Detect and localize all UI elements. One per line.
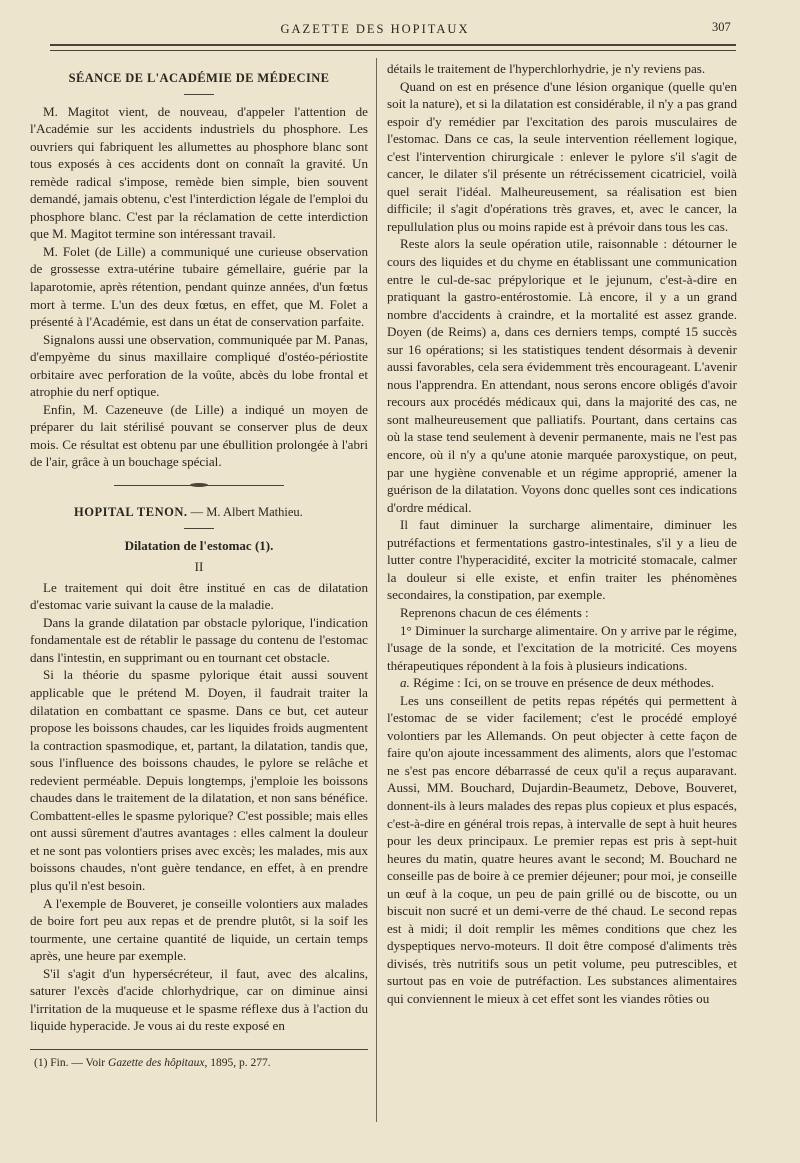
heading-rule	[184, 528, 214, 529]
regime-paragraph	[387, 674, 737, 692]
header-rule-thin	[50, 50, 736, 51]
academy-section-heading: SÉANCE DE L'ACADÉMIE DE MÉDECINE	[68, 71, 330, 85]
article-title: Dilatation de l'estomac (1).	[124, 537, 274, 553]
footnote-rule	[30, 1049, 368, 1050]
page-number: 307	[712, 20, 731, 34]
continued-paragraph: détails le traitement de l'hyperchlorhydrie, je n'y reviens pas.	[387, 61, 706, 76]
article-paragraph: 1° Diminuer la surcharge alimentaire. On y arrive par le régime, l'usage de la sonde, et l'excitation de la motricité. Ces moyens thérapeutiques répondent à la fois à plusieurs indications.	[387, 622, 737, 673]
section-ornament	[114, 481, 284, 490]
hospital-name: HOPITAL TENON.	[74, 505, 188, 520]
footnote-source: Gazette des hôpitaux	[108, 1056, 205, 1069]
article-paragraph: S'il s'agit d'un hypersécréteur, il faut, avec des alcalins, saturer l'excès d'acide chlorhydrique, car on diminue ainsi l'irritation de la muqueuse et le spasme réflexe dus à l'action du liquide hyperacide. Je vous ai du reste exposé en	[30, 965, 368, 1034]
left-column	[30, 60, 368, 1071]
article-paragraph: Quand on est en présence d'une lésion organique (quelle qu'en soit la nature), et si la dilatation est considérable, il n'y a pas grand espoir d'y remédier par l'excitation des parois musculaires de l'estomac. Dans ce cas, la seule intervention réellement logique, c'est l'intervention chirurgicale : enlever le pylore s'il s'agit de cancer, le dilater s'il présente un rétrécissement cicatriciel, voilà quel serait l'idéal. Malheureusement, sa réalisation est bien difficile; il s'agit d'opérations très graves, et, avec le cancer, la repullulation plus ou moins rapide est à prévoir dans tous les cas.	[387, 78, 737, 234]
hospital-author: — M. Albert Mathieu.	[190, 505, 303, 520]
part-numeral: II	[194, 559, 204, 575]
hospital-heading	[30, 504, 368, 522]
footnote-suffix: , 1895, p. 277.	[204, 1056, 271, 1069]
article-paragraph: Il faut diminuer la surcharge alimentaire, diminuer les putréfactions et fermentations gastro-intestinales, s'il y a lieu de lutter contre l'hyperacidité, exciter la motricité stomacale, calmer la douleur si elle existe, et enfin traiter les phénomènes secondaires, la constipation, par exemple.	[387, 517, 737, 603]
running-head: GAZETTE DES HOPITAUX	[280, 22, 470, 36]
article-paragraph: Reste alors la seule opération utile, raisonnable : détourner le cours des liquides et du chyme en établissant une communication entre le cul-de-sac prépylorique et le jejunum, c'est-à-dire en pratiquant la gastro-entérostomie. Là encore, il y a un grand nombre d'accidents à craindre, et la mortalité est assez grande. Doyen (de Reims) a, dans ces derniers temps, compté 15 succès sur 16 opérations; si les statistiques tendent désormais à devenir aussi favorables, cela sera évidemment très encourageant. L'avenir nous l'apprendra. En attendant, nous serons encore obligés d'avoir recours aux procédés médicaux qui, dans la majorité des cas, ne sont malheureusement que palliatifs. Pourtant, dans certains cas où la stase tend seulement à devenir permanente, mais ne l'est pas encore, où il n'y a qu'une atonie marquée paroxystique, on peut, par une hygiène convenable et un régime approprié, amener la guérison de la dilatation. Voyons donc quelles sont ces indications d'ordre médical.	[387, 236, 737, 515]
footnote	[30, 1056, 368, 1071]
article-paragraph: Le traitement qui doit être institué en cas de dilatation d'estomac varie suivant la cause de la maladie.	[30, 579, 368, 613]
academy-paragraph: M. Folet (de Lille) a communiqué une curieuse observation de grossesse extra-utérine tubaire gémellaire, guérie par la laparotomie, après rétention, pendant quinze années, d'un fœtus mort à terme. L'un des deux fœtus, en effet, que M. Folet a présenté à l'Académie, est dans un état de conservation parfaite.	[30, 243, 368, 330]
article-paragraph: A l'exemple de Bouveret, je conseille volontiers aux malades de boire fort peu aux repas et de prendre plutôt, si la soif les tourmente, une certaine quantité de liquide, un certain temps après, une heure par exemple.	[30, 895, 368, 964]
right-column	[387, 60, 737, 1008]
article-paragraph: Dans la grande dilatation par obstacle pylorique, l'indication fondamentale est de rétablir le passage du contenu de l'estomac dans l'intestin, en supprimant ou en tournant cet obstacle.	[30, 614, 368, 665]
article-paragraph: Si la théorie du spasme pylorique était aussi souvent applicable que le prétend M. Doyen, il faudrait traiter la dilatation en combattant ce spasme. Dans ce but, cet auteur propose les boissons chaudes, car les liquides froids augmentent la contraction spasmodique, et, partant, la dilatation, tandis que, sous l'influence des boissons chaudes, le pylore se relâche et redevient perméable. Depuis longtemps, j'emploie les boissons chaudes dans le traitement de la dilatation, et non sans bénéfice. Combattent-elles le spasme pylorique? C'est possible; mais elles ont aussi sûrement d'autres avantages : elles calment la douleur et ne sont pas volontiers prises avec excès; les malades, mis aux boissons chaudes, n'ont guère tendance, en effet, à en prendre plus qu'il n'est besoin.	[30, 667, 368, 893]
footnote-prefix: (1) Fin. — Voir	[34, 1056, 106, 1069]
academy-paragraph: Signalons aussi une observation, communiquée par M. Panas, d'empyème du sinus maxillaire compliqué d'ostéo-périostite orbitaire avec perforation de la voûte, abcès du lobe frontal et atrophie du nerf optique.	[30, 331, 368, 400]
regime-label: a.	[400, 675, 410, 691]
academy-paragraph: Enfin, M. Cazeneuve (de Lille) a indiqué un moyen de préparer du lait stérilisé pouvant se conserver plus de deux mois. Ce résultat est obtenu par une ébullition prolongée à l'abri de l'air, grâce à un bouchage spécial.	[30, 401, 368, 470]
article-paragraph: Les uns conseillent de petits repas répétés qui permettent à l'estomac de se vider facilement; c'est le procédé employé volontiers par les Allemands. On peut objecter à cette façon de faire qu'on ajoute incessamment des aliments, alors que l'estomac ne s'est pas encore débarrassé de ceux qu'il a reçus auparavant. Aussi, MM. Bouchard, Dujardin-Beaumetz, Debove, Bouveret, donnent-ils à leurs malades des repas plus copieux et plus espacés, c'est-à-dire en général trois repas, à intervalle de sept à huit heures pour les deux principaux. Le premier repas est pris à sept-huit heures du matin, quatre heures avant le second; M. Bouchard ne conseille pas de boire à ce premier déjeuner; pour moi, je conseille un œuf à la coque, un peu de pain grillé ou de biscotte, ou un biscuit non sucré et un demi-verre de thé chaud. Le second repas est à midi; il doit remplir les mêmes conditions que chez les dyspeptiques nervo-moteurs. Il doit être composé d'aliments très divisés, très nutritifs sous un petit volume, peu putrescibles, et surtout pas en voie de putréfaction. Les substances alimentaires qui conviennent le mieux à cet effet sont les viandes rôties ou	[387, 692, 737, 1006]
article-paragraph: Reprenons chacun de ces éléments :	[400, 604, 589, 620]
header-rule-thick	[50, 44, 736, 46]
regime-text: Régime : Ici, on se trouve en présence de deux méthodes.	[413, 675, 715, 691]
academy-paragraph: M. Magitot vient, de nouveau, d'appeler l'attention de l'Académie sur les accidents industriels du phosphore. Les ouvriers qui fabriquent les allumettes au phosphore blanc sont tous exposés à ces accidents dont on connaît la gravité. Un remède radical s'impose, remède bien simple, bien souvent demandé, jamais obtenu, c'est l'interdiction légale de l'emploi du phosphore blanc. C'est par la réclamation de cette interdiction que M. Magitot termine son intéressant travail.	[30, 103, 368, 242]
column-divider	[376, 58, 377, 1122]
heading-rule	[184, 94, 214, 95]
